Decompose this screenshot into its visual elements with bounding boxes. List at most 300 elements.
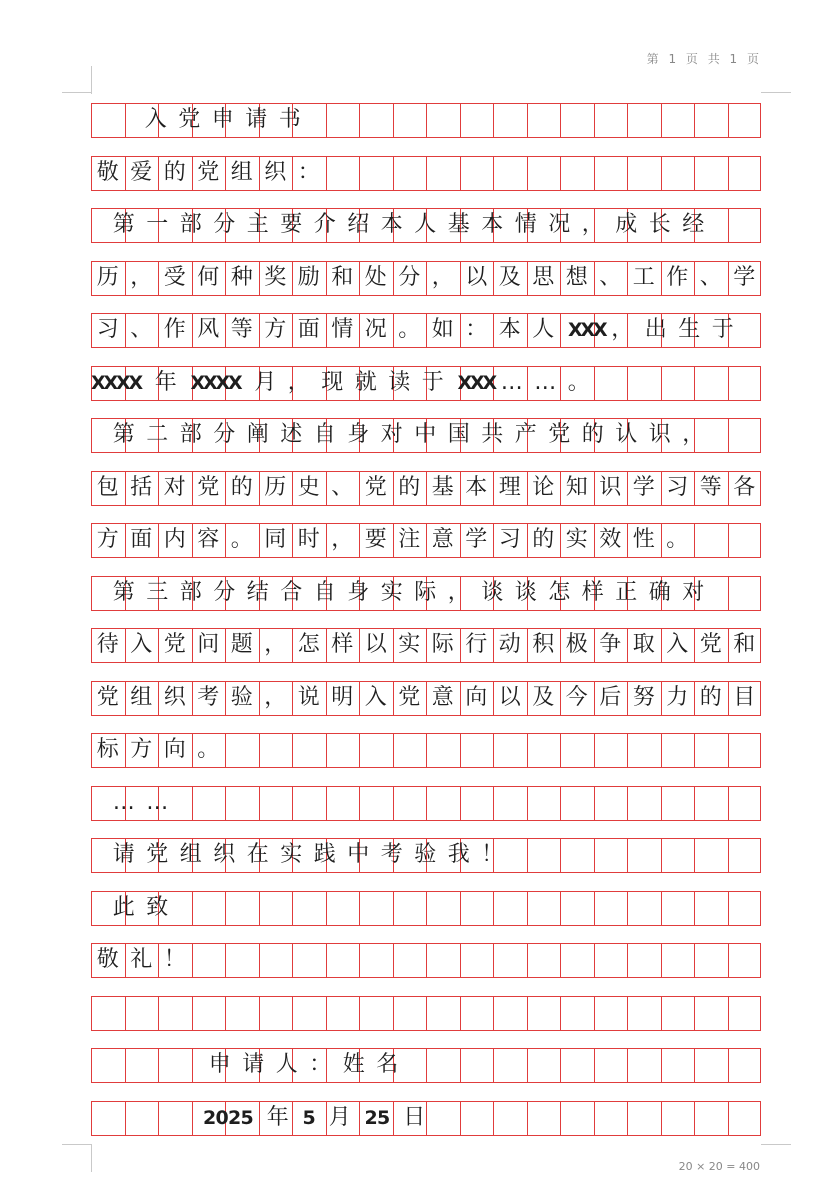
grid-cell-divider — [661, 156, 662, 190]
grid-character: 动 — [498, 632, 521, 658]
grid-character: 敬 — [96, 947, 119, 973]
grid-character: X — [568, 319, 583, 342]
grid-character: 二 — [146, 422, 169, 448]
grid-character: 一 — [146, 212, 169, 238]
grid-character: 确 — [648, 579, 671, 605]
grid-cell-divider — [661, 733, 662, 767]
grid-character: 月 — [254, 369, 277, 395]
grid-cell-divider — [292, 943, 293, 977]
grid-character — [147, 1101, 155, 1135]
crop-mark-top-left-vertical — [91, 66, 92, 94]
grid-character: 努 — [632, 684, 655, 710]
grid-character — [155, 1048, 163, 1082]
grid-cell-divider — [426, 1048, 427, 1082]
grid-row-bottom-line — [91, 295, 761, 296]
grid-character: 本 — [380, 212, 403, 238]
grid-character: 方 — [130, 737, 153, 763]
grid-character — [560, 313, 568, 347]
grid-cell-divider — [760, 1048, 761, 1082]
grid-cell-divider — [426, 103, 427, 137]
grid-row-text — [91, 681, 761, 715]
grid-character: 考 — [197, 684, 220, 710]
grid-character: 括 — [130, 474, 153, 500]
grid-cell-divider — [326, 733, 327, 767]
grid-cell-divider — [728, 523, 729, 557]
grid-character: 习 — [96, 317, 119, 343]
grid-character — [195, 1101, 203, 1135]
grid-character: 对 — [380, 422, 403, 448]
grid-character — [139, 1101, 147, 1135]
grid-character: 日 — [403, 1104, 426, 1130]
grid-cell-divider — [359, 943, 360, 977]
grid-cell-divider — [393, 891, 394, 925]
grid-character: 等 — [699, 474, 722, 500]
grid-cell-divider — [158, 996, 159, 1030]
grid-row-text — [91, 576, 710, 610]
grid-character: 识 — [599, 474, 622, 500]
grid-character: 行 — [465, 632, 488, 658]
grid-row-text — [91, 156, 326, 190]
grid-character: 此 — [112, 894, 135, 920]
grid-cell-divider — [728, 733, 729, 767]
grid-character: 意 — [431, 684, 454, 710]
grid-character — [390, 1101, 398, 1135]
grid-character: 标 — [96, 737, 119, 763]
grid-character: 效 — [599, 527, 622, 553]
grid-character: 学 — [733, 264, 756, 290]
grid-character: X — [190, 371, 206, 394]
grid-character: 组 — [130, 684, 153, 710]
grid-cell-divider — [627, 1048, 628, 1082]
grid-cell-divider — [460, 156, 461, 190]
grid-character: 5 — [240, 1106, 254, 1129]
grid-cell-divider — [527, 103, 528, 137]
grid-character: 谈 — [514, 579, 537, 605]
grid-cell-divider — [560, 786, 561, 820]
grid-cell-divider — [728, 418, 729, 452]
grid-character: 部 — [179, 212, 202, 238]
grid-cell-divider — [259, 943, 260, 977]
grid-cell-divider — [760, 208, 761, 242]
grid-cell-divider — [661, 838, 662, 872]
grid-character: 和 — [331, 264, 354, 290]
grid-character — [295, 1101, 303, 1135]
grid-character: 中 — [414, 422, 437, 448]
grid-character: 人 — [414, 212, 437, 238]
grid-character: 申 — [208, 1052, 231, 1078]
grid-cell-divider — [460, 103, 461, 137]
grid-cell-divider — [560, 891, 561, 925]
grid-character: 党 — [197, 474, 220, 500]
grid-character: 学 — [465, 527, 488, 553]
grid-character — [141, 366, 149, 400]
grid-cell-divider — [359, 156, 360, 190]
grid-cell-divider — [560, 1101, 561, 1135]
grid-character: 阐 — [246, 422, 269, 448]
grid-character: 0 — [215, 1106, 229, 1129]
grid-character: 基 — [431, 474, 454, 500]
grid-character: 分 — [213, 422, 236, 448]
grid-character: 年 — [154, 369, 177, 395]
grid-cell-divider — [493, 891, 494, 925]
grid-row-bottom-line — [91, 505, 761, 506]
page-number: 第 1 页 共 1 页 — [646, 52, 762, 66]
grid-character — [107, 1101, 115, 1135]
grid-row-bottom-line — [91, 242, 761, 243]
grid-character — [91, 208, 99, 242]
grid-character: ， — [611, 317, 634, 343]
grid-cell-divider — [728, 366, 729, 400]
grid-cell-divider — [326, 156, 327, 190]
grid-character: 后 — [599, 684, 622, 710]
grid-cell-divider — [760, 103, 761, 137]
grid-cell-divider — [728, 576, 729, 610]
grid-cell-divider — [527, 786, 528, 820]
grid-row-text — [91, 261, 761, 295]
grid-cell-divider — [694, 891, 695, 925]
grid-character: 题 — [230, 632, 253, 658]
grid-character: 织 — [163, 684, 186, 710]
grid-cell-divider — [760, 366, 761, 400]
grid-character: 三 — [146, 579, 169, 605]
grid-character: 实 — [380, 579, 403, 605]
grid-cell-divider — [760, 786, 761, 820]
grid-cell-divider — [694, 523, 695, 557]
grid-cell-divider — [661, 891, 662, 925]
grid-character: … — [112, 789, 135, 815]
grid-character: 等 — [230, 317, 253, 343]
grid-character: 向 — [163, 737, 186, 763]
grid-character: 和 — [733, 632, 756, 658]
grid-cell-divider — [326, 996, 327, 1030]
grid-character: 际 — [414, 579, 437, 605]
grid-character: 。 — [666, 527, 689, 553]
grid-cell-divider — [594, 891, 595, 925]
grid-character: 想 — [565, 264, 588, 290]
grid-cell-divider — [225, 996, 226, 1030]
grid-character: 处 — [364, 264, 387, 290]
grid-cell-divider — [259, 786, 260, 820]
grid-row-text — [91, 838, 509, 872]
grid-row-bottom-line — [91, 767, 761, 768]
grid-character — [195, 1048, 203, 1082]
grid-character: 正 — [615, 579, 638, 605]
grid-character: 分 — [213, 212, 236, 238]
grid-character: 实 — [565, 527, 588, 553]
grid-row-bottom-line — [91, 400, 761, 401]
grid-character: 于 — [421, 369, 444, 395]
grid-character: 。 — [197, 737, 220, 763]
grid-cell-divider — [125, 996, 126, 1030]
grid-character: 作 — [163, 317, 186, 343]
grid-character: 基 — [447, 212, 470, 238]
grid-character: 党 — [548, 422, 571, 448]
grid-character — [123, 103, 131, 137]
grid-row-text — [91, 786, 174, 820]
grid-character: 2 — [228, 1106, 242, 1129]
grid-character — [99, 576, 107, 610]
grid-cell-divider — [728, 1101, 729, 1135]
grid-character: 情 — [331, 317, 354, 343]
grid-cell-divider — [393, 996, 394, 1030]
grid-cell-divider — [460, 786, 461, 820]
grid-row-bottom-line — [91, 1030, 761, 1031]
grid-row-text — [91, 1048, 404, 1082]
grid-character: X — [215, 371, 231, 394]
grid-character: 年 — [266, 1104, 289, 1130]
grid-character: 情 — [514, 212, 537, 238]
grid-cell-divider — [426, 996, 427, 1030]
grid-character — [99, 103, 107, 137]
grid-cell-divider — [460, 1048, 461, 1082]
grid-cell-divider — [594, 996, 595, 1030]
grid-character: 2 — [364, 1106, 378, 1129]
grid-character: 分 — [398, 264, 421, 290]
grid-cell-divider — [326, 786, 327, 820]
grid-character: 各 — [733, 474, 756, 500]
grid-cell-divider — [627, 733, 628, 767]
grid-character: X — [228, 371, 243, 394]
grid-character: 的 — [163, 159, 186, 185]
grid-character: 自 — [313, 422, 336, 448]
grid-cell-divider — [760, 576, 761, 610]
grid-cell-divider — [694, 838, 695, 872]
grid-cell-divider — [426, 156, 427, 190]
grid-character: 第 — [112, 422, 135, 448]
grid-character — [115, 103, 123, 137]
grid-character: X — [457, 371, 473, 394]
grid-cell-divider — [661, 1101, 662, 1135]
grid-character: 在 — [246, 842, 269, 868]
grid-character: X — [482, 371, 498, 394]
grid-cell-divider — [259, 891, 260, 925]
grid-character: 月 — [328, 1104, 351, 1130]
grid-cell-divider — [661, 996, 662, 1030]
grid-cell-divider — [627, 943, 628, 977]
grid-character: 及 — [532, 684, 555, 710]
grid-character: 党 — [699, 632, 722, 658]
grid-character: 主 — [246, 212, 269, 238]
grid-character: 自 — [313, 579, 336, 605]
grid-cell-divider — [760, 156, 761, 190]
grid-cell-divider — [192, 996, 193, 1030]
grid-character: 争 — [599, 632, 622, 658]
grid-character: 考 — [380, 842, 403, 868]
grid-cell-divider — [225, 891, 226, 925]
grid-cell-divider — [627, 891, 628, 925]
grid-cell-divider — [225, 733, 226, 767]
grid-cell-divider — [627, 156, 628, 190]
grid-character: 历 — [264, 474, 287, 500]
grid-character — [99, 1048, 107, 1082]
grid-character: X — [103, 371, 119, 394]
grid-character: 怎 — [548, 579, 571, 605]
grid-character — [107, 1048, 115, 1082]
grid-character: 结 — [246, 579, 269, 605]
grid-cell-divider — [493, 733, 494, 767]
grid-character: 受 — [163, 264, 186, 290]
grid-character — [91, 103, 99, 137]
grid-character: 、 — [699, 264, 722, 290]
grid-character: 请 — [245, 107, 268, 133]
grid-character — [131, 103, 139, 137]
grid-cell-divider — [493, 943, 494, 977]
grid-character: 今 — [565, 684, 588, 710]
grid-character: 产 — [514, 422, 537, 448]
grid-cell-divider — [393, 943, 394, 977]
grid-cell-divider — [359, 733, 360, 767]
grid-character: 。 — [398, 317, 421, 343]
grid-cell-divider — [594, 786, 595, 820]
grid-cell-divider — [225, 943, 226, 977]
grid-character: 入 — [144, 107, 167, 133]
grid-cell-divider — [192, 943, 193, 977]
composition-grid — [91, 94, 761, 1144]
grid-character: 以 — [364, 632, 387, 658]
grid-character: 的 — [230, 474, 253, 500]
grid-row-bottom-line — [91, 662, 761, 663]
grid-character: 识 — [648, 422, 671, 448]
grid-character: 以 — [498, 684, 521, 710]
grid-cell-divider — [627, 366, 628, 400]
grid-character — [123, 1048, 131, 1082]
grid-character — [107, 103, 115, 137]
grid-cell-divider — [460, 943, 461, 977]
grid-character: 本 — [481, 212, 504, 238]
grid-character: 习 — [498, 527, 521, 553]
grid-character: 力 — [666, 684, 689, 710]
grid-cell-divider — [594, 156, 595, 190]
grid-character: 明 — [331, 684, 354, 710]
grid-cell-divider — [694, 156, 695, 190]
grid-character — [139, 1048, 147, 1082]
grid-character: 内 — [163, 527, 186, 553]
grid-character: ： — [309, 1052, 332, 1078]
grid-cell-divider — [326, 943, 327, 977]
grid-character: 合 — [280, 579, 303, 605]
grid-character: 的 — [532, 527, 555, 553]
grid-cell-divider — [292, 996, 293, 1030]
grid-character: 、 — [130, 317, 153, 343]
grid-character: 入 — [130, 632, 153, 658]
grid-character: ！ — [481, 842, 504, 868]
grid-character: 书 — [278, 107, 301, 133]
grid-character: 身 — [347, 579, 370, 605]
crop-mark-bottom-right-horizontal — [761, 1144, 791, 1145]
grid-character: 容 — [197, 527, 220, 553]
grid-cell-divider — [728, 1048, 729, 1082]
grid-character: 党 — [163, 632, 186, 658]
grid-character: 党 — [197, 159, 220, 185]
grid-character: 风 — [197, 317, 220, 343]
grid-character: 身 — [347, 422, 370, 448]
grid-cell-divider — [594, 103, 595, 137]
grid-cell-divider — [661, 366, 662, 400]
grid-cell-divider — [594, 838, 595, 872]
grid-cell-divider — [527, 156, 528, 190]
grid-cell-divider — [728, 891, 729, 925]
grid-character: 党 — [146, 842, 169, 868]
grid-character: 对 — [682, 579, 705, 605]
grid-cell-divider — [225, 786, 226, 820]
grid-character: 的 — [581, 422, 604, 448]
grid-row-bottom-line — [91, 137, 761, 138]
grid-cell-divider — [493, 103, 494, 137]
grid-character — [241, 366, 249, 400]
grid-cell-divider — [728, 156, 729, 190]
grid-cell-divider — [527, 891, 528, 925]
grid-cell-divider — [91, 996, 92, 1030]
grid-cell-divider — [326, 891, 327, 925]
grid-cell-divider — [728, 996, 729, 1030]
grid-character — [187, 1101, 195, 1135]
grid-character: 际 — [431, 632, 454, 658]
grid-character: 致 — [146, 894, 169, 920]
grid-character: 本 — [465, 474, 488, 500]
grid-character — [99, 891, 107, 925]
grid-character: … — [146, 789, 169, 815]
grid-cell-divider — [560, 838, 561, 872]
grid-row-text — [91, 891, 174, 925]
grid-cell-divider — [594, 1101, 595, 1135]
grid-character: 的 — [398, 474, 421, 500]
grid-character: 意 — [431, 527, 454, 553]
grid-cell-divider — [694, 103, 695, 137]
grid-cell-divider — [728, 103, 729, 137]
grid-row-text — [91, 628, 761, 662]
grid-character: 现 — [321, 369, 344, 395]
grid-cell-divider — [359, 891, 360, 925]
grid-character — [91, 576, 99, 610]
grid-character: 何 — [197, 264, 220, 290]
grid-character: X — [203, 371, 218, 394]
grid-character: 励 — [297, 264, 320, 290]
grid-character: 积 — [532, 632, 555, 658]
grid-character: 史 — [297, 474, 320, 500]
grid-character — [99, 838, 107, 872]
grid-row-bottom-line — [91, 347, 761, 348]
grid-cell-divider — [393, 103, 394, 137]
grid-character: 况 — [548, 212, 571, 238]
grid-character: 中 — [347, 842, 370, 868]
grid-cell-divider — [760, 943, 761, 977]
grid-character: 怎 — [297, 632, 320, 658]
grid-cell-divider — [527, 996, 528, 1030]
grid-cell-divider — [493, 156, 494, 190]
crop-mark-top-right-horizontal — [761, 92, 791, 93]
grid-character: 验 — [230, 684, 253, 710]
grid-character: 习 — [666, 474, 689, 500]
grid-cell-divider — [760, 838, 761, 872]
grid-character: 党 — [96, 684, 119, 710]
grid-cell-divider — [527, 1101, 528, 1135]
grid-cell-divider — [760, 996, 761, 1030]
grid-character — [99, 418, 107, 452]
grid-cell-divider — [493, 996, 494, 1030]
grid-character: 方 — [96, 527, 119, 553]
grid-row-bottom-line — [91, 1135, 761, 1136]
grid-cell-divider — [694, 366, 695, 400]
grid-cell-divider — [728, 943, 729, 977]
grid-cell-divider — [627, 1101, 628, 1135]
grid-cell-divider — [426, 786, 427, 820]
grid-character: 面 — [297, 317, 320, 343]
grid-footer: 20 × 20 = 400 — [678, 1160, 760, 1173]
grid-character — [123, 1101, 131, 1135]
grid-character: 历 — [96, 264, 119, 290]
grid-character: 党 — [178, 107, 201, 133]
grid-character: ， — [581, 212, 604, 238]
